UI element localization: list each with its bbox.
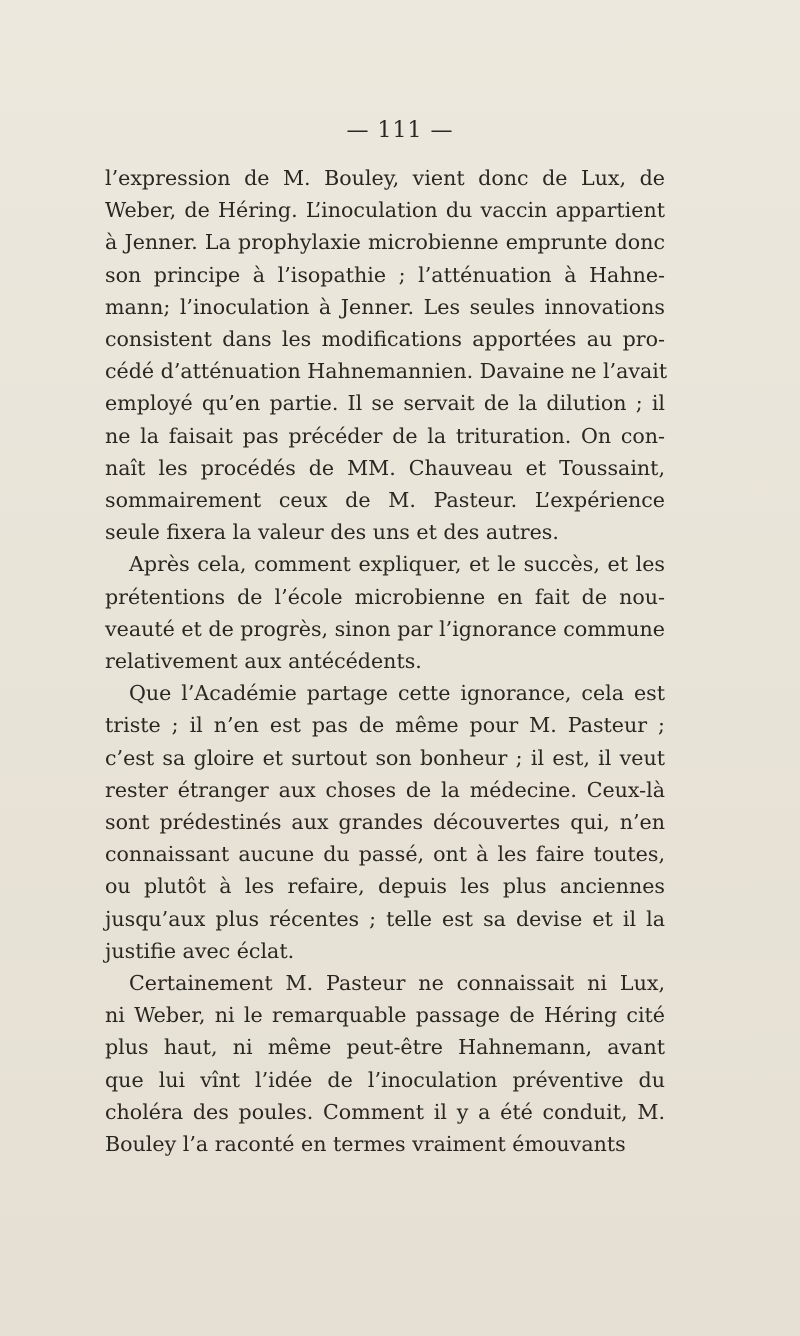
- text-line: jusqu’aux plus récentes ; telle est sa devise et il la: [105, 906, 665, 931]
- text-line: plus haut, ni même peut-être Hahnemann, avant: [105, 1035, 665, 1060]
- text-line: prétentions de l’école microbienne en fait de nou-: [105, 584, 665, 609]
- text-line: relativement aux antécédents.: [105, 649, 422, 674]
- text-line: Que l’Académie partage cette ignorance, cela est: [129, 681, 665, 706]
- paragraph: [105, 162, 668, 548]
- page-number: — 111 —: [346, 118, 454, 143]
- text-line: ne la faisait pas précéder de la trituration. On con-: [105, 423, 665, 448]
- paragraph: [105, 548, 665, 677]
- text-line: l’expression de M. Bouley, vient donc de Lux, de: [105, 166, 665, 190]
- paragraph: [105, 677, 665, 967]
- text-line: choléra des poules. Comment il y a été conduit, M.: [105, 1099, 665, 1124]
- text-line: son principe à l’isopathie ; l’atténuation à Hahne-: [105, 262, 665, 287]
- text-line: ou plutôt à les refaire, depuis les plus anciennes: [105, 874, 665, 899]
- text-line: naît les procédés de MM. Chauveau et Toussaint,: [105, 455, 665, 480]
- text-line: mann; l’inoculation à Jenner. Les seules innovations: [105, 294, 665, 319]
- text-line: Certainement M. Pasteur ne connaissait ni Lux,: [129, 971, 665, 996]
- text-line: sommairement ceux de M. Pasteur. L’expérience: [105, 488, 665, 513]
- text-line: à Jenner. La prophylaxie microbienne emprunte donc: [105, 230, 665, 255]
- text-line: sont prédestinés aux grandes découvertes qui, n’en: [105, 810, 665, 835]
- body-text: [105, 162, 668, 1160]
- text-line: connaissant aucune du passé, ont à les faire toutes,: [105, 842, 665, 867]
- text-line: rester étranger aux choses de la médecine. Ceux-là: [105, 777, 665, 802]
- text-line: consistent dans les modifications apportées au pro-: [105, 327, 665, 352]
- text-line: que lui vînt l’idée de l’inoculation préventive du: [105, 1067, 665, 1092]
- text-line: Weber, de Héring. L’inoculation du vaccin appartient: [105, 198, 665, 223]
- text-line: c’est sa gloire et surtout son bonheur ; il est, il veut: [105, 745, 665, 770]
- text-line: seule fixera la valeur des uns et des autres.: [105, 520, 559, 545]
- text-line: justifie avec éclat.: [105, 938, 295, 963]
- text-line: triste ; il n’en est pas de même pour M. Pasteur ;: [105, 713, 665, 738]
- text-line: cédé d’atténuation Hahnemannien. Davaine ne l’avait: [105, 359, 668, 384]
- text-line: Après cela, comment expliquer, et le succès, et les: [129, 552, 665, 577]
- paragraph: [105, 967, 665, 1160]
- text-line: ni Weber, ni le remarquable passage de Héring cité: [105, 1003, 665, 1028]
- text-line: veauté et de progrès, sinon par l’ignorance commune: [105, 616, 665, 641]
- text-line: Bouley l’a raconté en termes vraiment émouvants: [105, 1132, 626, 1157]
- text-line: employé qu’en partie. Il se servait de la dilution ; il: [105, 391, 665, 416]
